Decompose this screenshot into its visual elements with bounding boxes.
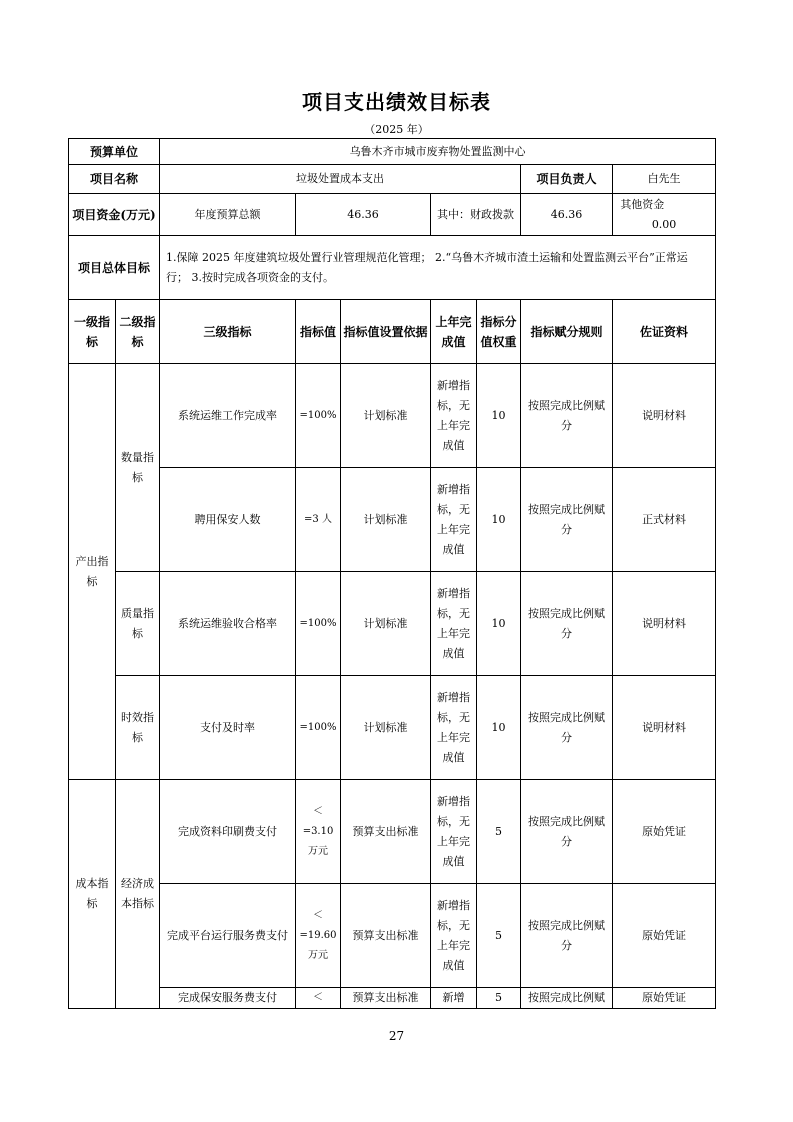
indicator-last-year: 新增指标，无上年完成值 — [431, 468, 477, 572]
performance-table — [68, 138, 716, 1009]
indicator-evidence: 原始凭证 — [613, 884, 716, 988]
indicator-value: =100% — [296, 572, 341, 676]
group-output: 产出指标 — [69, 364, 116, 780]
indicator-weight: 10 — [477, 572, 521, 676]
indicator-value: ＜ — [296, 988, 341, 1009]
indicator-name: 完成平台运行服务费支付 — [160, 884, 296, 988]
indicator-weight: 10 — [477, 468, 521, 572]
indicator-name: 系统运维验收合格率 — [160, 572, 296, 676]
indicator-weight: 5 — [477, 884, 521, 988]
indicator-evidence: 原始凭证 — [613, 988, 716, 1009]
table-row — [69, 572, 716, 676]
group-economic: 经济成本指标 — [116, 780, 160, 1009]
indicator-last-year: 新增指标，无上年完成值 — [431, 572, 477, 676]
funds-label: 项目资金(万元) — [69, 194, 160, 236]
indicator-name: 聘用保安人数 — [160, 468, 296, 572]
indicator-evidence: 说明材料 — [613, 572, 716, 676]
indicator-evidence: 原始凭证 — [613, 780, 716, 884]
indicator-last-year: 新增指标，无上年完成值 — [431, 780, 477, 884]
indicator-last-year: 新增指标，无上年完成值 — [431, 364, 477, 468]
table-row — [69, 988, 716, 1009]
indicator-name: 系统运维工作完成率 — [160, 364, 296, 468]
indicator-value: =3 人 — [296, 468, 341, 572]
project-lead-label: 项目负责人 — [521, 165, 613, 194]
header-level3: 三级指标 — [160, 300, 296, 364]
budget-unit-label: 预算单位 — [69, 139, 160, 165]
header-last-year: 上年完成值 — [431, 300, 477, 364]
table-row — [69, 676, 716, 780]
indicator-name: 完成保安服务费支付 — [160, 988, 296, 1009]
indicator-basis: 预算支出标准 — [341, 780, 431, 884]
indicator-last-year: 新增 — [431, 988, 477, 1009]
budget-unit-value: 乌鲁木齐市城市废弃物处置监测中心 — [160, 139, 716, 165]
indicator-value: =100% — [296, 676, 341, 780]
project-name-value: 垃圾处置成本支出 — [160, 165, 521, 194]
indicator-weight: 10 — [477, 364, 521, 468]
indicator-last-year: 新增指标，无上年完成值 — [431, 884, 477, 988]
indicator-name: 支付及时率 — [160, 676, 296, 780]
table-row — [69, 364, 716, 468]
other-funds-label: 其他资金 — [620, 197, 665, 211]
group-cost: 成本指标 — [69, 780, 116, 1009]
goal-value: 1.保障 2025 年度建筑垃圾处置行业管理规范化管理； 2.“乌鲁木齐城市渣土运输和处置监测云平台”正常运行； 3.按时完成各项资金的支付。 — [160, 236, 716, 300]
indicator-rule: 按照完成比例赋分 — [521, 572, 613, 676]
annual-total-label: 年度预算总额 — [160, 194, 296, 236]
indicator-basis: 预算支出标准 — [341, 988, 431, 1009]
indicator-value: =100% — [296, 364, 341, 468]
other-funds-cell — [613, 194, 716, 236]
indicator-basis: 计划标准 — [341, 468, 431, 572]
annual-total-value: 46.36 — [296, 194, 431, 236]
group-quantity: 数量指标 — [116, 364, 160, 572]
header-basis: 指标值设置依据 — [341, 300, 431, 364]
header-value: 指标值 — [296, 300, 341, 364]
indicator-name: 完成资料印刷费支付 — [160, 780, 296, 884]
indicator-basis: 计划标准 — [341, 364, 431, 468]
fiscal-value: 46.36 — [521, 194, 613, 236]
fiscal-label: 其中：财政拨款 — [431, 194, 521, 236]
indicator-basis: 计划标准 — [341, 572, 431, 676]
year-label: （2025 年） — [364, 123, 429, 136]
indicator-rule: 按照完成比例赋分 — [521, 468, 613, 572]
page-title: 项目支出绩效目标表 — [302, 90, 491, 114]
table-row — [69, 468, 716, 572]
indicator-evidence: 说明材料 — [613, 676, 716, 780]
indicator-rule: 按照完成比例赋分 — [521, 884, 613, 988]
indicator-evidence: 说明材料 — [613, 364, 716, 468]
group-quality: 质量指标 — [116, 572, 160, 676]
indicator-weight: 5 — [477, 780, 521, 884]
indicator-evidence: 正式材料 — [613, 468, 716, 572]
indicator-last-year: 新增指标，无上年完成值 — [431, 676, 477, 780]
indicator-rule: 按照完成比例赋分 — [521, 364, 613, 468]
header-evidence: 佐证资料 — [613, 300, 716, 364]
indicator-value: ＜=19.60万元 — [296, 884, 341, 988]
indicator-rule: 按照完成比例赋 — [521, 988, 613, 1009]
indicator-value: ＜=3.10万元 — [296, 780, 341, 884]
indicator-basis: 预算支出标准 — [341, 884, 431, 988]
header-level2: 二级指标 — [116, 300, 160, 364]
group-timeliness: 时效指标 — [116, 676, 160, 780]
header-weight: 指标分值权重 — [477, 300, 521, 364]
indicator-rule: 按照完成比例赋分 — [521, 676, 613, 780]
other-funds-value: 0.00 — [651, 217, 677, 231]
goal-label: 项目总体目标 — [69, 236, 160, 300]
indicator-basis: 计划标准 — [341, 676, 431, 780]
header-level1: 一级指标 — [69, 300, 116, 364]
indicator-weight: 10 — [477, 676, 521, 780]
indicator-weight: 5 — [477, 988, 521, 1009]
indicator-rule: 按照完成比例赋分 — [521, 780, 613, 884]
project-name-label: 项目名称 — [69, 165, 160, 194]
table-row — [69, 884, 716, 988]
header-rule: 指标赋分规则 — [521, 300, 613, 364]
page-number: 27 — [388, 1029, 405, 1043]
project-lead-value: 白先生 — [613, 165, 716, 194]
table-row — [69, 780, 716, 884]
